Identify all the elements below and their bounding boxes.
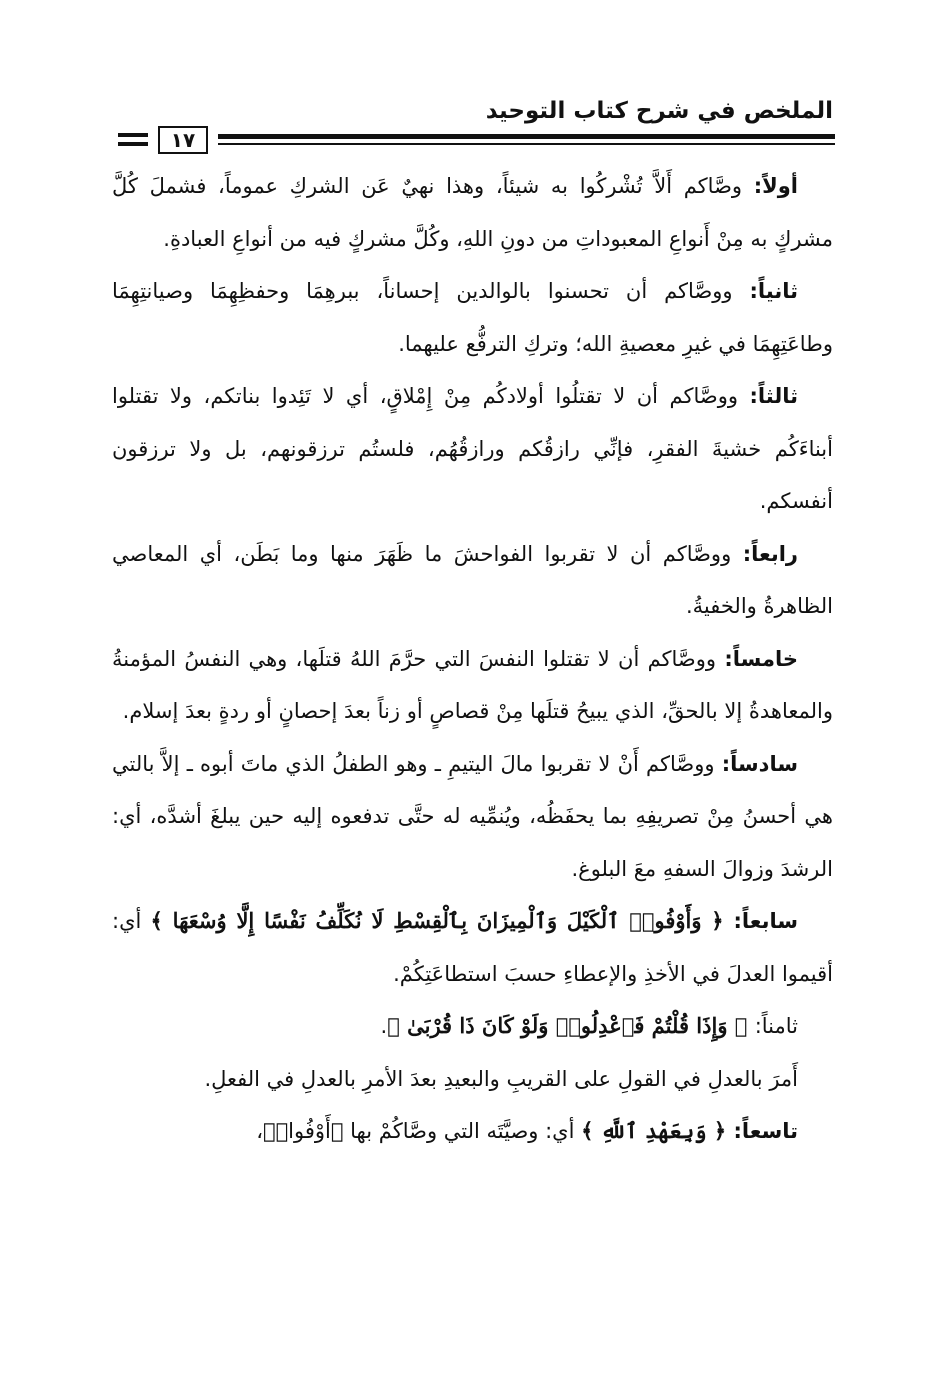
- paragraph-text: أَمرَ بالعدلِ في القولِ على القريبِ والبعيدِ بعدَ الأمرِ بالعدلِ في الفعلِ.: [204, 1066, 798, 1091]
- header-rule-thin: [218, 143, 835, 145]
- paragraph-text: أي: وصيَّتَه التي وصَّاكُمْ بها ﴿أَوْفُوا۟﴾،: [256, 1119, 582, 1143]
- paragraph-4: [112, 528, 833, 633]
- paragraph-5: [112, 633, 833, 738]
- paragraph-8: [112, 1000, 833, 1053]
- paragraph-10: [112, 1105, 833, 1158]
- header-dash: [118, 133, 148, 137]
- paragraph-lead: تاسعاً:: [733, 1119, 798, 1143]
- paragraph-2: [112, 265, 833, 370]
- paragraph-lead: ثامناً:: [754, 1014, 798, 1038]
- paragraph-7: [112, 895, 833, 1000]
- paragraph-lead: ثانياً:: [749, 279, 798, 303]
- paragraph-lead: أولاً:: [753, 174, 798, 198]
- paragraph-3: [112, 370, 833, 528]
- header-rule-thick: [218, 134, 835, 139]
- paragraph-9: [112, 1053, 833, 1106]
- paragraph-text: ووصَّاكم أَنْ لا تقربوا مالَ اليتيمِ ـ وهو الطفلُ الذي ماتَ أبوه ـ إلاَّ بالتي هي أحسنُ مِنْ تصريفِهِ بما يحفَظُه، ويُنمِّيه له حتَّى تدفعوه إليه حين يبلغَ أشدَّه، أي: الرشدَ وزوالَ السفهِ معَ البلوغ.: [112, 751, 833, 881]
- book-title: الملخص في شرح كتاب التوحيد: [485, 98, 833, 124]
- paragraph-lead: ثالثاً:: [749, 384, 798, 408]
- header-dash: [118, 142, 148, 146]
- paragraph-text: .: [380, 1014, 388, 1038]
- paragraph-text: ووصَّاكم أن لا تقتلوا النفسَ التي حرَّمَ اللهُ قتلَها، وهي النفسُ المؤمنةُ والمعاهدةُ إلا بالحقِّ، الذي يبيحُ قتلَها مِنْ قصاصٍ أو زناً بعدَ إحصانٍ أو ردةٍ بعدَ إسلام.: [112, 646, 833, 723]
- quran-verse: ﴿ وَبِعَهْدِ ٱللَّهِ ﴾: [581, 1118, 734, 1143]
- paragraph-text: وصَّاكم أَلاَّ تُشْركُوا به شيئاً، وهذا نهيٌ عَن الشركِ عموماً، فشملَ كُلَّ مشركٍ به مِنْ أَنواعِ المعبوداتِ من دونِ اللهِ، وكُلَّ مشركٍ فيه من أنواعِ العبادةِ.: [112, 174, 833, 251]
- body-text: [112, 160, 833, 1158]
- quran-verse: ﴿ وَإِذَا قُلْتُمْ فَٱعْدِلُوا۟ وَلَوْ كَانَ ذَا قُرْبَىٰ ﴾: [387, 1013, 755, 1038]
- paragraph-6: [112, 738, 833, 896]
- paragraph-1: [112, 160, 833, 265]
- page-number: ١٧: [158, 126, 208, 154]
- paragraph-text: أي: أقيموا العدلَ في الأخذِ والإعطاءِ حسبَ استطاعَتِكُمْ.: [112, 909, 833, 986]
- paragraph-lead: رابعاً:: [742, 541, 798, 566]
- paragraph-text: ووصَّاكم أن لا تقربوا الفواحشَ ما ظَهَرَ منها وما بَطَن، أي المعاصي الظاهرةُ والخفيةُ.: [112, 541, 833, 618]
- paragraph-lead: سادساً:: [721, 751, 798, 776]
- paragraph-text: ووصَّاكم أن تحسنوا بالوالدين إحساناً، ببرهِمَا وحفظِهِمَا وصيانتِهِمَا وطاعَتِهِمَا في غيرِ معصيةِ الله؛ وتركِ الترفُّع عليهما.: [112, 279, 833, 356]
- paragraph-text: ووصَّاكم أن لا تقتلُوا أولادكُم مِنْ إِمْلاقٍ، أي لا تَئِدوا بناتكم، ولا تقتلوا أبناءَكُم خشيةَ الفقرِ، فإنِّي رازقُكم ورازقُهُم، فلستُم ترزقونهم، بل ولا ترزقون أنفسكم.: [112, 384, 833, 513]
- quran-verse: ﴿ وَأَوْفُوا۟ ٱلْكَيْلَ وَٱلْمِيزَانَ بِٱلْقِسْطِ لَا نُكَلِّفُ نَفْسًا إِلَّا وُسْعَهَا ﴾: [150, 908, 734, 933]
- paragraph-lead: خامساً:: [724, 646, 798, 671]
- paragraph-lead: سابعاً:: [733, 909, 799, 933]
